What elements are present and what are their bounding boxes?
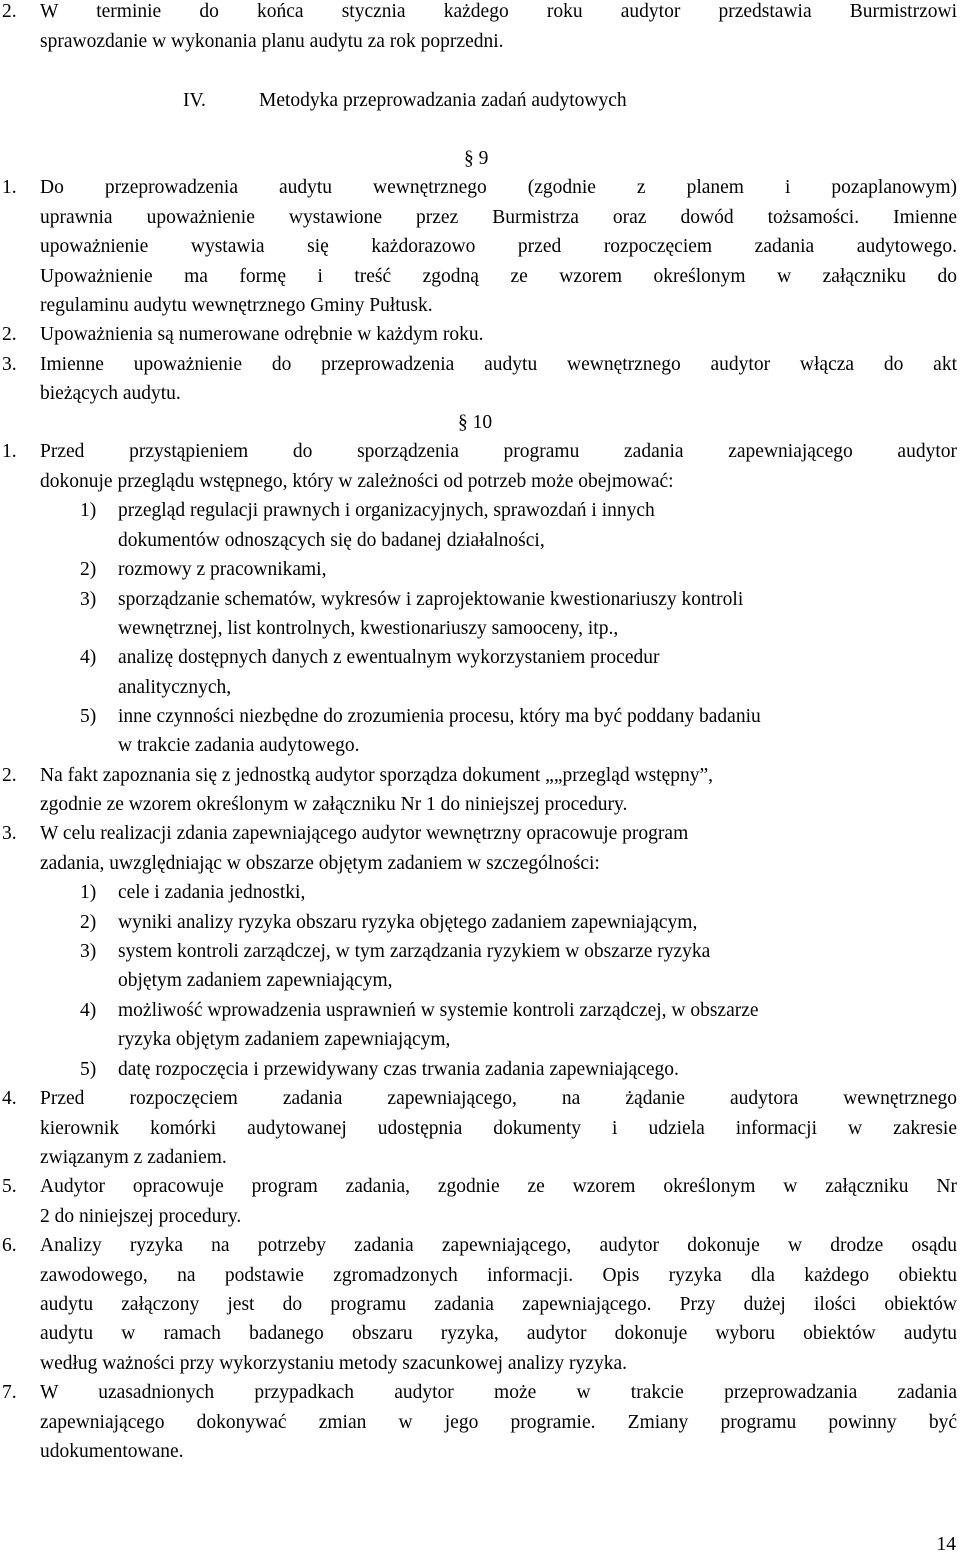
sublist-number: 2) xyxy=(80,912,97,933)
paragraph-line: Upoważnienie ma formę i treść zgodną ze wzorem określonym w załączniku do xyxy=(40,266,957,287)
paragraph-line: według ważności przy wykorzystaniu metody szacunkowej analizy ryzyka. xyxy=(40,1353,627,1374)
paragraph-line: W uzasadnionych przypadkach audytor może w trakcie przeprowadzania zadania xyxy=(40,1382,957,1403)
sublist-line: cele i zadania jednostki, xyxy=(118,882,306,903)
sublist-line: ryzyka objętym zadaniem zapewniającym, xyxy=(118,1029,451,1050)
sublist-line: rozmowy z pracownikami, xyxy=(118,559,327,580)
list-number: 7. xyxy=(2,1382,17,1403)
list-number: 3. xyxy=(2,823,17,844)
paragraph-line: zapewniającego dokonywać zmian w jego programie. Zmiany programu powinny być xyxy=(40,1412,957,1433)
list-number: 3. xyxy=(2,354,17,375)
list-number: 1. xyxy=(2,177,17,198)
sublist-line: objętym zadaniem zapewniającym, xyxy=(118,970,393,991)
paragraph-line: związanym z zadaniem. xyxy=(40,1147,227,1168)
sublist-number: 3) xyxy=(80,941,97,962)
sublist-line: wyniki analizy ryzyka obszaru ryzyka objętego zadaniem zapewniającym, xyxy=(118,912,698,933)
sublist-number: 4) xyxy=(80,647,97,668)
paragraph-line: uprawnia upoważnienie wystawione przez Burmistrza oraz dowód tożsamości. Imienne xyxy=(40,207,957,228)
sublist-number: 5) xyxy=(80,1059,97,1080)
list-number: 2. xyxy=(2,1,17,22)
paragraph-line: audytu w ramach badanego obszaru ryzyka, audytor dokonuje wyboru obiektów audytu xyxy=(40,1323,957,1344)
sublist-line: możliwość wprowadzenia usprawnień w systemie kontroli zarządczej, w obszarze xyxy=(118,1000,759,1021)
paragraph-symbol: § 9 xyxy=(464,148,489,169)
paragraph-line: Na fakt zapoznania się z jednostką audytor sporządza dokument „„przegląd wstępny”, xyxy=(40,765,714,786)
page-number: 14 xyxy=(936,1534,956,1555)
paragraph-line: zgodnie ze wzorem określonym w załączniku Nr 1 do niniejszej procedury. xyxy=(40,794,628,815)
paragraph-line: Audytor opracowuje program zadania, zgodnie ze wzorem określonym w załączniku Nr xyxy=(40,1176,957,1197)
sublist-line: przegląd regulacji prawnych i organizacyjnych, sprawozdań i innych xyxy=(118,500,655,521)
list-number: 4. xyxy=(2,1088,17,1109)
list-number: 2. xyxy=(2,324,17,345)
paragraph-line: W terminie do końca stycznia każdego roku audytor przedstawia Burmistrzowi xyxy=(40,1,957,22)
paragraph-symbol: § 10 xyxy=(458,412,493,433)
paragraph-line: regulaminu audytu wewnętrznego Gminy Pułtusk. xyxy=(40,295,433,316)
paragraph-line: upoważnienie wystawia się każdorazowo przed rozpoczęciem zadania audytowego. xyxy=(40,236,957,257)
sublist-number: 5) xyxy=(80,706,97,727)
list-number: 5. xyxy=(2,1176,17,1197)
paragraph-line: bieżących audytu. xyxy=(40,383,181,404)
sublist-line: dokumentów odnoszących się do badanej działalności, xyxy=(118,530,545,551)
section-title: Metodyka przeprowadzania zadań audytowych xyxy=(259,90,627,111)
paragraph-line: dokonuje przeglądu wstępnego, który w zależności od potrzeb może obejmować: xyxy=(40,471,674,492)
sublist-number: 2) xyxy=(80,559,97,580)
paragraph-line: Upoważnienia są numerowane odrębnie w każdym roku. xyxy=(40,324,484,345)
sublist-line: system kontroli zarządczej, w tym zarządzania ryzykiem w obszarze ryzyka xyxy=(118,941,711,962)
paragraph-line: zadania, uwzględniając w obszarze objętym zadaniem w szczególności: xyxy=(40,853,600,874)
paragraph-line: zawodowego, na podstawie zgromadzonych informacji. Opis ryzyka dla każdego obiektu xyxy=(40,1265,957,1286)
sublist-line: analitycznych, xyxy=(118,677,232,698)
list-number: 1. xyxy=(2,441,17,462)
paragraph-line: kierownik komórki audytowanej udostępnia dokumenty i udziela informacji w zakresie xyxy=(40,1118,957,1139)
section-roman-numeral: IV. xyxy=(183,90,206,111)
sublist-number: 1) xyxy=(80,882,97,903)
paragraph-line: sprawozdanie w wykonania planu audytu za rok poprzedni. xyxy=(40,31,504,52)
paragraph-line: 2 do niniejszej procedury. xyxy=(40,1206,242,1227)
paragraph-line: udokumentowane. xyxy=(40,1441,184,1462)
list-number: 6. xyxy=(2,1235,17,1256)
sublist-number: 3) xyxy=(80,589,97,610)
paragraph-line: audytu załączony jest do programu zadania zapewniającego. Przy dużej ilości obiektów xyxy=(40,1294,957,1315)
sublist-line: datę rozpoczęcia i przewidywany czas trwania zadania zapewniającego. xyxy=(118,1059,679,1080)
paragraph-line: W celu realizacji zdania zapewniającego audytor wewnętrzny opracowuje program xyxy=(40,823,689,844)
sublist-line: wewnętrznej, list kontrolnych, kwestionariuszy samooceny, itp., xyxy=(118,618,619,639)
paragraph-line: Do przeprowadzenia audytu wewnętrznego (zgodnie z planem i pozaplanowym) xyxy=(40,177,957,198)
sublist-line: analizę dostępnych danych z ewentualnym wykorzystaniem procedur xyxy=(118,647,660,668)
paragraph-line: Analizy ryzyka na potrzeby zadania zapewniającego, audytor dokonuje w drodze osądu xyxy=(40,1235,957,1256)
list-number: 2. xyxy=(2,765,17,786)
paragraph-line: Przed rozpoczęciem zadania zapewniającego, na żądanie audytora wewnętrznego xyxy=(40,1088,957,1109)
paragraph-line: Przed przystąpieniem do sporządzenia programu zadania zapewniającego audytor xyxy=(40,441,957,462)
paragraph-line: Imienne upoważnienie do przeprowadzenia audytu wewnętrznego audytor włącza do akt xyxy=(40,354,957,375)
sublist-line: inne czynności niezbędne do zrozumienia procesu, który ma być poddany badaniu xyxy=(118,706,761,727)
sublist-line: w trakcie zadania audytowego. xyxy=(118,735,360,756)
sublist-line: sporządzanie schematów, wykresów i zaprojektowanie kwestionariuszy kontroli xyxy=(118,589,744,610)
sublist-number: 4) xyxy=(80,1000,97,1021)
sublist-number: 1) xyxy=(80,500,97,521)
